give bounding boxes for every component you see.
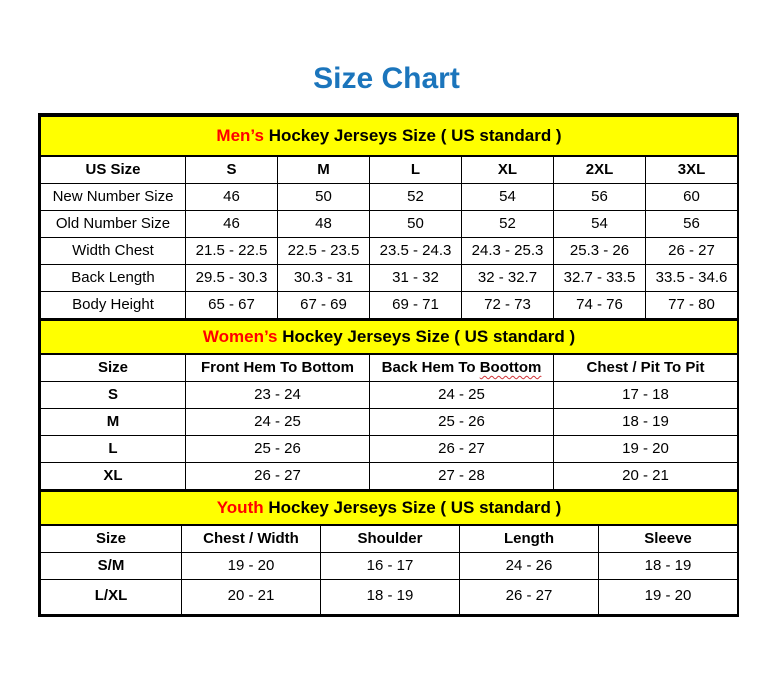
cell-value: 52	[462, 211, 554, 238]
row-label: S	[41, 382, 186, 409]
cell-value: 46	[186, 184, 278, 211]
col-header-shoulder: Shoulder	[321, 525, 460, 553]
col-header-l: L	[370, 156, 462, 184]
col-header-us-size: US Size	[41, 156, 186, 184]
cell-value: 21.5 - 22.5	[186, 238, 278, 265]
youth-section-title	[41, 491, 738, 525]
col-header-chest: Chest / Pit To Pit	[554, 354, 738, 382]
cell-value: 69 - 71	[370, 292, 462, 319]
col-header-m: M	[278, 156, 370, 184]
row-label: Body Height	[41, 292, 186, 319]
row-label: L/XL	[41, 580, 182, 615]
cell-value: 50	[278, 184, 370, 211]
cell-value: 24 - 25	[370, 382, 554, 409]
cell-value: 67 - 69	[278, 292, 370, 319]
mens-header-row	[41, 156, 738, 184]
page-title: Size Chart	[313, 62, 460, 95]
cell-value: 24 - 26	[460, 553, 599, 580]
youth-section-text: Hockey Jerseys Size ( US standard )	[268, 498, 562, 517]
cell-value: 56	[554, 184, 646, 211]
mens-size-table	[40, 115, 738, 319]
col-header-back-hem-text: Back Hem To	[381, 359, 476, 376]
col-header-chest-width: Chest / Width	[182, 525, 321, 553]
cell-value: 50	[370, 211, 462, 238]
womens-header-row	[41, 354, 738, 382]
cell-value: 25.3 - 26	[554, 238, 646, 265]
col-header-size: Size	[41, 525, 182, 553]
size-chart-tables	[38, 113, 739, 617]
misspelled-word: Boottom	[479, 359, 542, 376]
cell-value: 32 - 32.7	[462, 265, 554, 292]
col-header-size: Size	[41, 354, 186, 382]
col-header-xl: XL	[462, 156, 554, 184]
table-row	[41, 238, 738, 265]
row-label: Back Length	[41, 265, 186, 292]
row-label: M	[41, 409, 186, 436]
cell-value: 33.5 - 34.6	[646, 265, 738, 292]
womens-section-text: Hockey Jerseys Size ( US standard )	[282, 327, 576, 346]
cell-value: 29.5 - 30.3	[186, 265, 278, 292]
youth-size-table	[40, 490, 738, 615]
table-row	[41, 409, 738, 436]
cell-value: 72 - 73	[462, 292, 554, 319]
cell-value: 77 - 80	[646, 292, 738, 319]
cell-value: 54	[554, 211, 646, 238]
row-label: L	[41, 436, 186, 463]
cell-value: 19 - 20	[182, 553, 321, 580]
cell-value: 18 - 19	[599, 553, 738, 580]
cell-value: 23.5 - 24.3	[370, 238, 462, 265]
row-label: XL	[41, 463, 186, 490]
table-row	[41, 265, 738, 292]
cell-value: 20 - 21	[554, 463, 738, 490]
cell-value: 19 - 20	[554, 436, 738, 463]
cell-value: 26 - 27	[370, 436, 554, 463]
cell-value: 65 - 67	[186, 292, 278, 319]
cell-value: 48	[278, 211, 370, 238]
mens-section-band	[41, 116, 738, 156]
table-row	[41, 436, 738, 463]
cell-value: 24 - 25	[186, 409, 370, 436]
table-row	[41, 184, 738, 211]
cell-value: 24.3 - 25.3	[462, 238, 554, 265]
col-header-2xl: 2XL	[554, 156, 646, 184]
cell-value: 17 - 18	[554, 382, 738, 409]
cell-value: 25 - 26	[186, 436, 370, 463]
col-header-back-hem	[370, 354, 554, 382]
cell-value: 22.5 - 23.5	[278, 238, 370, 265]
cell-value: 52	[370, 184, 462, 211]
cell-value: 60	[646, 184, 738, 211]
cell-value: 16 - 17	[321, 553, 460, 580]
youth-section-band	[41, 491, 738, 525]
table-row	[41, 553, 738, 580]
col-header-length: Length	[460, 525, 599, 553]
cell-value: 74 - 76	[554, 292, 646, 319]
cell-value: 26 - 27	[186, 463, 370, 490]
cell-value: 56	[646, 211, 738, 238]
cell-value: 46	[186, 211, 278, 238]
cell-value: 18 - 19	[554, 409, 738, 436]
cell-value: 26 - 27	[460, 580, 599, 615]
cell-value: 30.3 - 31	[278, 265, 370, 292]
table-row	[41, 292, 738, 319]
cell-value: 27 - 28	[370, 463, 554, 490]
youth-section-accent: Youth	[216, 498, 264, 517]
cell-value: 19 - 20	[599, 580, 738, 615]
row-label: Old Number Size	[41, 211, 186, 238]
col-header-3xl: 3XL	[646, 156, 738, 184]
row-label: S/M	[41, 553, 182, 580]
cell-value: 25 - 26	[370, 409, 554, 436]
womens-section-band	[41, 320, 738, 354]
table-row	[41, 211, 738, 238]
col-header-sleeve: Sleeve	[599, 525, 738, 553]
mens-section-text: Hockey Jerseys Size ( US standard )	[268, 126, 562, 145]
mens-section-accent: Men’s	[216, 126, 264, 145]
col-header-s: S	[186, 156, 278, 184]
cell-value: 23 - 24	[186, 382, 370, 409]
cell-value: 32.7 - 33.5	[554, 265, 646, 292]
womens-size-table	[40, 319, 738, 490]
row-label: Width Chest	[41, 238, 186, 265]
cell-value: 31 - 32	[370, 265, 462, 292]
cell-value: 54	[462, 184, 554, 211]
youth-header-row	[41, 525, 738, 553]
row-label: New Number Size	[41, 184, 186, 211]
cell-value: 20 - 21	[182, 580, 321, 615]
col-header-front-hem: Front Hem To Bottom	[186, 354, 370, 382]
womens-section-accent: Women’s	[202, 327, 278, 346]
table-row	[41, 463, 738, 490]
table-row	[41, 580, 738, 615]
cell-value: 26 - 27	[646, 238, 738, 265]
cell-value: 18 - 19	[321, 580, 460, 615]
womens-section-title	[41, 320, 738, 354]
table-row	[41, 382, 738, 409]
mens-section-title	[41, 116, 738, 156]
